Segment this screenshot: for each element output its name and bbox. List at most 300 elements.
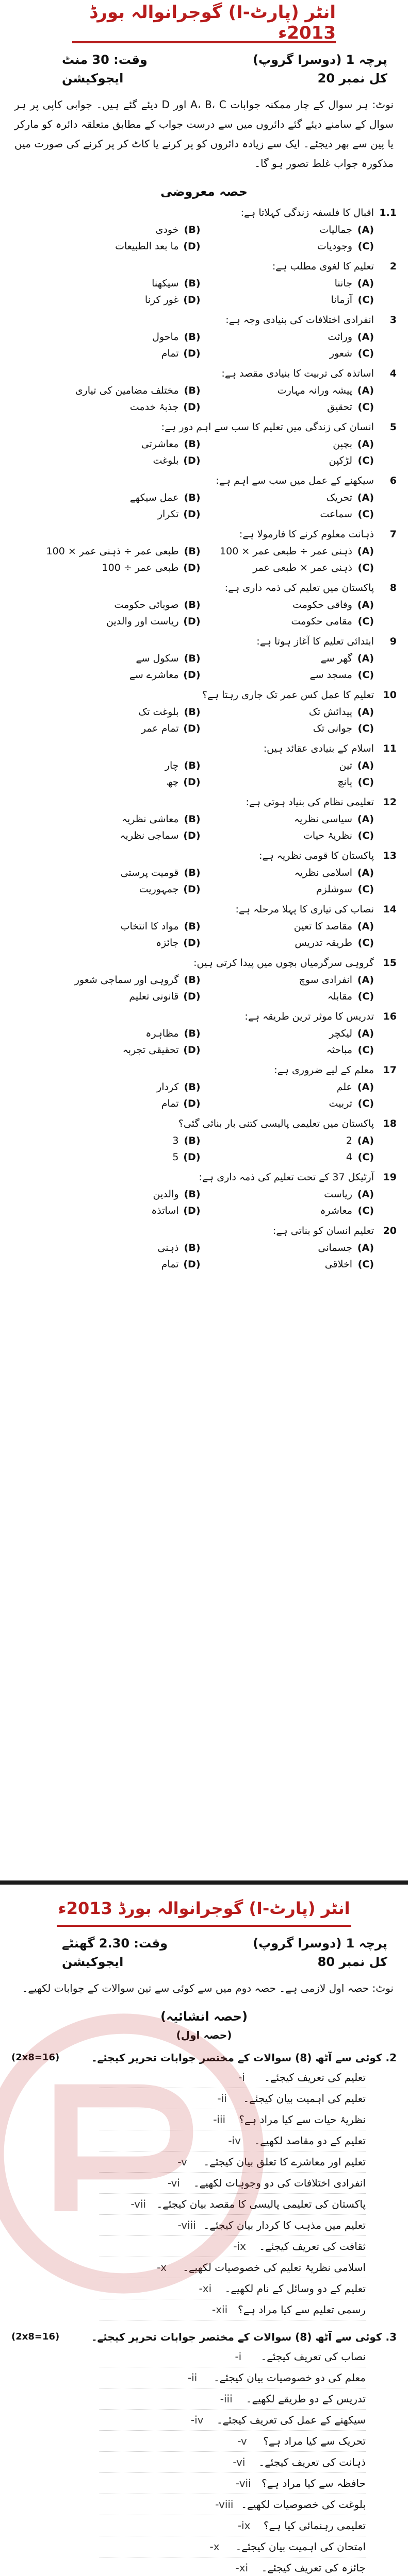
- option-text: مواد کا انتخاب: [120, 921, 179, 932]
- mcq-item: [11, 311, 397, 362]
- mcq-stem-row: [11, 311, 397, 329]
- mcq-options: [11, 1186, 397, 1219]
- option-letter: (A): [357, 974, 374, 986]
- part1-sub: (حصہ اول): [176, 2029, 232, 2041]
- option-letter: (C): [357, 1098, 374, 1109]
- option-text: گھر سے: [320, 653, 352, 664]
- mcq-option: [42, 222, 201, 238]
- roman-numeral: -xii: [211, 2303, 228, 2316]
- mcq-stem: گروہی سرگرمیاں بچوں میں پیدا کرتی ہیں:: [193, 957, 374, 969]
- option-text: علم: [336, 1081, 352, 1093]
- roman-numeral: -v: [237, 2435, 247, 2447]
- mcq-item: [11, 258, 397, 308]
- option-text: معاشرتی: [141, 438, 179, 450]
- roman-numeral: -vi: [233, 2456, 246, 2468]
- mcq-item: [11, 633, 397, 683]
- option-text: لیکچر: [329, 1028, 352, 1039]
- option-text: معاشی نظریہ: [121, 814, 179, 825]
- mcq-stem-row: [11, 793, 397, 811]
- option-letter: (C): [357, 348, 374, 359]
- option-letter: (D): [183, 884, 201, 895]
- paper2-subject: ایجوکیشن: [62, 1955, 124, 1969]
- mcq-option: [42, 988, 201, 1005]
- option-letter: (B): [184, 653, 201, 664]
- option-text: تمام: [161, 1259, 179, 1270]
- option-text: طبعی عمر ÷ ذہنی عمر × 100: [46, 546, 179, 557]
- mcq-number: 5: [389, 421, 397, 433]
- mcq-option: [42, 1025, 201, 1042]
- mcq-stem-row: [11, 954, 397, 972]
- mcq-option: [42, 1186, 201, 1202]
- option-text: وراثت: [328, 331, 352, 343]
- short-question-text: اسلامی نظریۂ تعلیم کی خصوصیات لکھیے۔: [183, 2261, 366, 2274]
- option-text: ریاست اور والدین: [106, 616, 179, 627]
- mcq-option: [216, 1079, 374, 1095]
- mcq-options: [11, 757, 397, 790]
- option-letter: (C): [357, 723, 374, 734]
- mcq-options: [11, 1079, 397, 1112]
- mcq-option: [216, 613, 374, 630]
- option-letter: (A): [357, 546, 374, 557]
- short-question-text: تعلیم کی اہمیت بیان کیجئے۔: [243, 2092, 366, 2105]
- option-letter: (B): [184, 331, 201, 343]
- paper2-group: پرچہ 1 (دوسرا گروپ): [253, 1936, 387, 1951]
- option-text: سماعت: [320, 509, 352, 520]
- short-question: [99, 2194, 366, 2215]
- option-text: ما بعد الطبیعات: [115, 241, 179, 252]
- option-text: قانونی تعلیم: [129, 991, 179, 1002]
- option-text: تربیت: [329, 1098, 352, 1109]
- short-question: [99, 2557, 366, 2576]
- mcq-option: [42, 881, 201, 897]
- short-question-list: [11, 2067, 397, 2320]
- section-title: حصہ معروضی: [160, 184, 248, 199]
- option-letter: (B): [184, 706, 201, 718]
- option-text: بلوغت: [153, 455, 179, 466]
- mcq-option: [42, 1079, 201, 1095]
- short-question: [99, 2536, 366, 2557]
- option-text: جائزہ: [156, 937, 179, 948]
- mcq-item: [11, 686, 397, 737]
- mcq-option: [216, 399, 374, 415]
- mcq-option: [216, 345, 374, 362]
- mcq-stem-row: [11, 1115, 397, 1132]
- option-letter: (B): [184, 546, 201, 557]
- option-text: ماحول: [152, 331, 179, 343]
- mcq-stem-row: [11, 204, 397, 222]
- mcq-item: [11, 418, 397, 469]
- roman-numeral: -iv: [190, 2414, 204, 2426]
- short-question: [99, 2215, 366, 2236]
- paper2-total-marks: کل نمبر 80: [317, 1955, 387, 1969]
- short-question: [99, 2130, 366, 2151]
- roman-numeral: -iv: [228, 2134, 241, 2147]
- mcq-option: [216, 292, 374, 308]
- mcq-option: [216, 1095, 374, 1112]
- option-letter: (D): [183, 241, 201, 252]
- mcq-stem-row: [11, 1061, 397, 1079]
- mcq-options: [11, 489, 397, 522]
- mcq-stem: پاکستان میں تعلیم کی ذمہ داری ہے:: [224, 582, 374, 594]
- mcq-option: [216, 935, 374, 951]
- option-letter: (C): [357, 776, 374, 788]
- mcq-option: [216, 222, 374, 238]
- option-text: طریقہ تدریس: [295, 937, 352, 948]
- mcq-option: [216, 1186, 374, 1202]
- mcq-stem: تعلیم انسان کو بناتی ہے:: [272, 1225, 374, 1236]
- short-question-text: انفرادی اختلافات کی دو وجوہات لکھیے۔: [193, 2177, 366, 2189]
- short-question-group: [11, 2328, 397, 2576]
- mcq-option: [216, 1025, 374, 1042]
- option-letter: (C): [357, 1259, 374, 1270]
- short-question: [99, 2494, 366, 2515]
- option-text: پیشہ ورانہ مہارت: [277, 385, 352, 396]
- mcq-number: 9: [389, 636, 397, 647]
- roman-numeral: -i: [235, 2350, 242, 2363]
- option-letter: (B): [184, 438, 201, 450]
- option-letter: (D): [183, 348, 201, 359]
- short-question-text: تعلیم اور معاشرے کا تعلق بیان کیجئے۔: [203, 2156, 366, 2168]
- option-letter: (B): [184, 867, 201, 878]
- option-text: جاننا: [334, 278, 352, 289]
- short-question-text: حافظہ سے کیا مراد ہے؟: [262, 2477, 366, 2489]
- roman-numeral: -x: [209, 2540, 220, 2553]
- mcq-option: [216, 650, 374, 667]
- mcq-list: [0, 204, 408, 1273]
- mcq-option: [216, 452, 374, 469]
- option-text: 5: [172, 1151, 179, 1163]
- option-text: ریاست: [324, 1189, 352, 1200]
- mcq-options: [11, 275, 397, 308]
- option-text: وجودیات: [317, 241, 352, 252]
- short-question-text: جائزہ کی تعریف کیجئے۔: [261, 2562, 366, 2574]
- mcq-option: [216, 1149, 374, 1165]
- mcq-item: [11, 1061, 397, 1112]
- mcq-stem-row: [11, 1222, 397, 1240]
- option-text: جذبۂ خدمت: [129, 401, 179, 413]
- mcq-options: [11, 972, 397, 1005]
- roman-numeral: -xi: [199, 2282, 212, 2295]
- mcq-option: [42, 1240, 201, 1256]
- mcq-option: [42, 827, 201, 844]
- mcq-option: [42, 811, 201, 827]
- mcq-item: [11, 1115, 397, 1165]
- option-letter: (B): [184, 224, 201, 235]
- mcq-number: 12: [383, 796, 397, 808]
- option-letter: (C): [357, 1205, 374, 1216]
- option-letter: (C): [357, 830, 374, 841]
- option-text: مسجد سے: [309, 669, 352, 681]
- paper-meta-2: [0, 71, 408, 86]
- mcq-item: [11, 793, 397, 844]
- mcq-stem: معلم کے لیے ضروری ہے:: [274, 1064, 374, 1076]
- mcq-stem-row: [11, 1168, 397, 1186]
- mcq-stem: انسان کی زندگی میں تعلیم کا سب سے اہم دور ہے:: [161, 421, 374, 433]
- option-letter: (A): [357, 278, 374, 289]
- mcq-stem: انفرادی اختلافات کی بنیادی وجہ ہے:: [225, 314, 374, 326]
- mcq-stem: ذہانت معلوم کرنے کا فارمولا ہے:: [239, 529, 374, 540]
- option-text: مقاصد کا تعین: [293, 921, 352, 932]
- mcq-stem: اسلام کے بنیادی عقائد ہیں:: [263, 743, 374, 754]
- roman-numeral: -v: [177, 2156, 187, 2168]
- option-letter: (A): [357, 921, 374, 932]
- mcq-stem: اساتذہ کی تربیت کا بنیادی مقصد ہے:: [221, 368, 374, 379]
- mcq-option: [216, 774, 374, 790]
- option-letter: (C): [357, 509, 374, 520]
- option-text: جسمانی: [318, 1242, 352, 1253]
- mcq-stem-row: [11, 901, 397, 918]
- mcq-number: 1.1: [379, 207, 397, 218]
- paper-banner: [72, 3, 336, 43]
- mcq-option: [42, 543, 201, 560]
- mcq-option: [42, 329, 201, 345]
- mcq-option: [42, 1256, 201, 1273]
- mcq-stem: پاکستان میں تعلیمی پالیسی کتنی بار بنائی گئی؟: [178, 1118, 374, 1129]
- short-question-list: [11, 2346, 397, 2576]
- mcq-option: [42, 399, 201, 415]
- option-letter: (A): [357, 867, 374, 878]
- mcq-option: [42, 382, 201, 399]
- mcq-option: [216, 1256, 374, 1273]
- option-letter: (A): [357, 1189, 374, 1200]
- mcq-option: [42, 704, 201, 720]
- option-text: والدین: [153, 1189, 179, 1200]
- mcq-stem: تعلیمی نظام کی بنیاد ہوتی ہے:: [246, 796, 374, 808]
- mcq-option: [216, 329, 374, 345]
- option-letter: (B): [184, 1189, 201, 1200]
- roman-numeral: -ii: [217, 2092, 227, 2105]
- mcq-stem-row: [11, 472, 397, 489]
- short-question-text: نظریۂ حیات سے کیا مراد ہے؟: [239, 2113, 366, 2126]
- mcq-option: [216, 918, 374, 935]
- short-question-text: تعلیمی رہنمائی کیا ہے؟: [263, 2519, 366, 2532]
- option-text: چھ: [166, 776, 179, 788]
- group-marks: (2x8=16): [11, 2331, 60, 2342]
- option-text: سیکھنا: [152, 278, 179, 289]
- paper2-banner: [57, 1892, 351, 1927]
- option-text: تمام عمر: [141, 723, 179, 734]
- option-letter: (A): [357, 1135, 374, 1146]
- mcq-stem: پاکستان کا قومی نظریہ ہے:: [259, 850, 374, 861]
- roman-numeral: -viii: [215, 2498, 234, 2511]
- option-letter: (C): [357, 1044, 374, 1056]
- mcq-item: [11, 954, 397, 1005]
- option-letter: (B): [184, 1242, 201, 1253]
- part1-title: (حصہ انشائیہ): [160, 2009, 248, 2024]
- option-letter: (D): [183, 937, 201, 948]
- short-question: [99, 2067, 366, 2088]
- banner-title: انٹر (پارٹ-I) گوجرانوالہ بورڈ 2013ء: [89, 2, 336, 43]
- option-text: گروہی اور سماجی شعور: [74, 974, 179, 986]
- option-text: پانچ: [337, 776, 352, 788]
- mcq-stem-row: [11, 365, 397, 382]
- paper-time: وقت: 30 منٹ: [62, 53, 148, 67]
- option-letter: (A): [357, 814, 374, 825]
- mcq-option: [42, 667, 201, 683]
- mcq-number: 18: [383, 1118, 397, 1129]
- roman-numeral: -vii: [130, 2198, 146, 2210]
- short-question: [99, 2388, 366, 2410]
- option-text: بچپن: [333, 438, 352, 450]
- mcq-option: [42, 560, 201, 576]
- mcq-item: [11, 1008, 397, 1058]
- option-letter: (A): [357, 1242, 374, 1253]
- short-question-text: تعلیم کی تعریف کیجئے۔: [264, 2071, 366, 2083]
- mcq-options: [11, 543, 397, 576]
- mcq-option: [42, 436, 201, 452]
- mcq-number: 8: [389, 582, 397, 594]
- mcq-number: 2: [389, 261, 397, 272]
- mcq-stem: تعلیم کا عمل کس عمر تک جاری رہتا ہے؟: [202, 689, 374, 701]
- mcq-option: [42, 238, 201, 255]
- mcq-option: [42, 650, 201, 667]
- mcq-number: 15: [383, 957, 397, 969]
- mcq-options: [11, 650, 397, 683]
- option-text: تکرار: [157, 509, 179, 520]
- paper2-meta: [0, 1936, 408, 1951]
- option-text: 4: [346, 1151, 352, 1163]
- short-question-text: تدریس کے دو طریقے لکھیے۔: [246, 2393, 366, 2405]
- option-letter: (D): [183, 830, 201, 841]
- mcq-option: [216, 275, 374, 292]
- roman-numeral: -ii: [187, 2371, 198, 2384]
- option-text: تحریک: [326, 492, 352, 503]
- mcq-option: [42, 506, 201, 522]
- mcq-option: [42, 1095, 201, 1112]
- mcq-stem: آرٹیکل 37 کے تحت تعلیم کی ذمہ داری ہے:: [199, 1172, 374, 1183]
- mcq-option: [216, 436, 374, 452]
- option-text: ذہنی عمر ÷ طبعی عمر × 100: [220, 546, 352, 557]
- banner2-title: انٹر (پارٹ-I) گوجرانوالہ بورڈ 2013ء: [58, 1899, 350, 1918]
- mcq-option: [42, 865, 201, 881]
- mcq-number: 3: [389, 314, 397, 326]
- mcq-option: [216, 1202, 374, 1219]
- option-text: چار: [165, 760, 179, 771]
- option-letter: (C): [357, 884, 374, 895]
- paper-divider: [0, 1880, 408, 1885]
- option-letter: (A): [357, 438, 374, 450]
- option-letter: (A): [357, 1028, 374, 1039]
- option-letter: (D): [183, 455, 201, 466]
- short-question: [99, 2173, 366, 2194]
- option-letter: (A): [357, 492, 374, 503]
- mcq-option: [216, 238, 374, 255]
- short-question: [99, 2299, 366, 2320]
- option-text: اسلامی نظریہ: [294, 867, 352, 878]
- option-text: سوشلزم: [316, 884, 352, 895]
- short-question: [99, 2109, 366, 2130]
- option-letter: (C): [357, 241, 374, 252]
- mcq-stem: ابتدائی تعلیم کا آغاز ہوتا ہے:: [256, 636, 374, 647]
- option-text: سکول سے: [136, 653, 179, 664]
- roman-numeral: -ix: [237, 2519, 251, 2532]
- option-text: صوبائی حکومت: [114, 599, 179, 611]
- mcq-option: [216, 827, 374, 844]
- option-letter: (D): [183, 562, 201, 573]
- paper2-meta-2: [0, 1955, 408, 1969]
- mcq-item: [11, 204, 397, 255]
- option-letter: (B): [184, 278, 201, 289]
- mcq-options: [11, 222, 397, 255]
- mcq-item: [11, 365, 397, 415]
- option-text: طبعی عمر ÷ 100: [102, 562, 179, 573]
- option-text: آزمانا: [331, 294, 352, 306]
- total-marks: کل نمبر 20: [317, 71, 387, 86]
- mcq-number: 11: [383, 743, 397, 754]
- option-text: پیدائش تک: [308, 706, 352, 718]
- option-letter: (C): [357, 937, 374, 948]
- option-letter: (D): [183, 509, 201, 520]
- option-letter: (B): [184, 1081, 201, 1093]
- mcq-stem-row: [11, 1008, 397, 1025]
- short-question: [99, 2151, 366, 2173]
- mcq-number: 14: [383, 904, 397, 915]
- option-letter: (D): [183, 1259, 201, 1270]
- instructions-note: نوٹ: ہر سوال کے چار ممکنہ جوابات A، B، C اور D دیئے گئے ہیں۔ جوابی کاپی پر ہر سوال کے سامنے دیئے گئے دائروں میں سے درست جواب کے مطابق متعلقہ دائرہ کو مارکر یا پین سے بھر دیجئے۔ ایک سے زیادہ دائروں کو پر کرنے یا کاٹ کر پر کرنے کی صورت میں مذکورہ جواب غلط تصور ہو گا۔: [14, 98, 394, 170]
- mcq-option: [42, 757, 201, 774]
- mcq-options: [11, 704, 397, 737]
- short-question-groups: [0, 2048, 408, 2576]
- mcq-stem-row: [11, 686, 397, 704]
- mcq-option: [216, 881, 374, 897]
- short-question: [99, 2452, 366, 2473]
- mcq-item: [11, 847, 397, 897]
- option-letter: (D): [183, 723, 201, 734]
- option-letter: (A): [357, 760, 374, 771]
- mcq-option: [216, 1042, 374, 1058]
- mcq-option: [42, 275, 201, 292]
- option-text: عمل سیکھے: [129, 492, 179, 503]
- option-letter: (A): [357, 706, 374, 718]
- short-question: [99, 2088, 366, 2109]
- roman-numeral: -i: [238, 2071, 245, 2083]
- option-letter: (C): [357, 669, 374, 681]
- mcq-option: [216, 543, 374, 560]
- mcq-option: [216, 489, 374, 506]
- option-text: جمہوریت: [139, 884, 179, 895]
- mcq-stem-row: [11, 526, 397, 543]
- mcq-number: 20: [383, 1225, 397, 1236]
- mcq-stem-row: [11, 579, 397, 597]
- option-letter: (C): [357, 562, 374, 573]
- mcq-option: [216, 1132, 374, 1149]
- option-text: ذہنی: [157, 1242, 179, 1253]
- roman-numeral: -iii: [220, 2393, 233, 2405]
- option-text: غور کرنا: [144, 294, 179, 306]
- mcq-options: [11, 918, 397, 951]
- paper-group: پرچہ 1 (دوسرا گروپ): [253, 53, 387, 67]
- mcq-item: [11, 1168, 397, 1219]
- option-letter: (D): [183, 991, 201, 1002]
- roman-numeral: -ix: [233, 2240, 246, 2252]
- option-letter: (C): [357, 294, 374, 306]
- mcq-option: [42, 452, 201, 469]
- mcq-number: 6: [389, 475, 397, 486]
- mcq-stem-row: [11, 633, 397, 650]
- option-text: قومیت پرستی: [120, 867, 179, 878]
- roman-numeral: -vi: [167, 2177, 180, 2189]
- option-text: تین: [339, 760, 352, 771]
- option-letter: (D): [183, 1044, 201, 1056]
- option-letter: (D): [183, 616, 201, 627]
- mcq-options: [11, 382, 397, 415]
- mcq-item: [11, 901, 397, 951]
- option-letter: (B): [184, 814, 201, 825]
- mcq-stem: سیکھنے کے عمل میں سب سے اہم ہے:: [216, 475, 374, 486]
- roman-numeral: -vii: [236, 2477, 251, 2489]
- paper-meta: [0, 53, 408, 67]
- option-text: مختلف مضامین کی تیاری: [75, 385, 179, 396]
